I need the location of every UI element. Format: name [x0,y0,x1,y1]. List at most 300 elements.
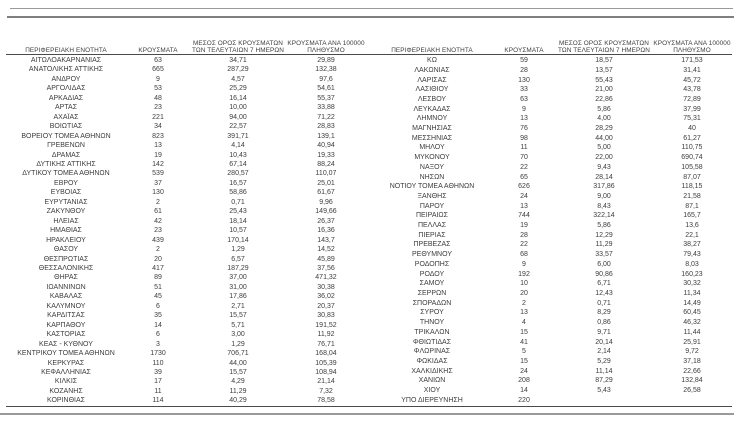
per100k-value: 143,7 [317,236,335,244]
avg7-value: 25,43 [229,208,247,216]
per100k-value: 28,83 [317,123,335,131]
per100k-value: 21,14 [317,378,335,386]
per100k-value: 55,37 [317,94,335,102]
table-row [5,169,365,178]
region-name: ΠΕΛΛΑΣ [417,222,447,230]
column-header-cases: ΚΡΟΥΣΜΑΤΑ [504,46,544,54]
per100k-value: 168,04 [315,350,337,358]
per100k-value: 60,45 [683,309,701,317]
table-row [5,387,365,396]
per100k-value: 14,52 [317,246,335,254]
cases-value: 130 [518,76,530,84]
avg7-value: 44,00 [595,134,613,142]
table-row [371,376,731,386]
table-row [371,308,731,318]
cases-value: 6 [156,331,160,339]
cases-value: 2 [522,299,526,307]
region-name: ΔΥΤΙΚΗΣ ΑΤΤΙΚΗΣ [36,160,96,168]
cases-value: 22 [520,163,528,171]
region-name: ΦΩΚΙΔΑΣ [416,357,448,365]
per100k-value: 40,94 [317,142,335,150]
region-name: ΚΕΡΚΥΡΑΣ [47,359,85,367]
avg7-value: 16,57 [229,179,247,187]
cases-value: 39 [154,368,162,376]
table-row [371,328,731,338]
avg7-value: 55,43 [595,76,613,84]
avg7-value: 11,14 [595,367,613,375]
region-name: ΕΥΒΟΙΑΣ [50,189,82,197]
per100k-value: 37,56 [317,264,335,272]
header-row [5,28,365,56]
column-header-cases: ΚΡΟΥΣΜΑΤΑ [138,46,178,54]
bottom-divider-thin [6,406,732,407]
avg7-value: 11,29 [595,241,613,249]
per100k-value: 9,96 [319,198,333,206]
table-row [371,192,731,202]
region-name: ΡΟΔΟΠΗΣ [414,260,450,268]
cases-value: 15 [520,328,528,336]
cases-value: 65 [520,173,528,181]
table-row [371,172,731,182]
region-name: ΑΝΑΤΟΛΙΚΗΣ ΑΤΤΙΚΗΣ [28,66,104,74]
cases-value: 10 [520,280,528,288]
avg7-value: 9,00 [597,192,611,200]
region-name: ΛΑΚΩΝΙΑΣ [414,66,450,74]
regional-cases-table-right [371,28,731,406]
table-row [5,264,365,273]
table-row [5,75,365,84]
table-row [371,357,731,367]
per100k-value: 30,38 [317,283,335,291]
per100k-value: 30,83 [317,312,335,320]
table-row [5,330,365,339]
region-name: ΑΡΤΑΣ [54,104,78,112]
per100k-value: 79,43 [683,251,701,259]
avg7-value: 37,00 [229,274,247,282]
region-name: ΑΙΤΩΛΟΑΚΑΡΝΑΝΙΑΣ [30,57,102,64]
table-row [5,292,365,301]
per100k-value: 11,92 [317,331,335,339]
avg7-value [555,396,653,406]
avg7-value: 2,71 [231,302,245,310]
per100k-value: 690,74 [681,154,703,162]
per100k-value: 132,84 [681,377,703,385]
per100k-value: 22,66 [683,367,701,375]
region-name: ΡΟΔΟΥ [419,270,445,278]
table-row [371,153,731,163]
avg7-value: 28,29 [595,125,613,133]
table-row [5,226,365,235]
avg7-value: 0,71 [231,198,245,206]
avg7-value: 6,57 [231,255,245,263]
cases-value: 14 [154,321,162,329]
region-name: ΝΑΞΟΥ [419,163,445,171]
per100k-value: 37,99 [683,105,701,113]
avg7-value: 16,14 [229,94,247,102]
region-name: ΜΥΚΟΝΟΥ [414,154,450,162]
table-row [371,182,731,192]
table-row [5,56,365,65]
cases-value: 15 [520,357,528,365]
cases-value: 11 [520,144,528,152]
table-row [371,269,731,279]
cases-value: 744 [518,212,530,220]
avg7-value: 8,29 [597,309,611,317]
table-row [371,260,731,270]
cases-value: 53 [154,85,162,93]
avg7-value: 8,43 [597,202,611,210]
table-row [371,75,731,85]
avg7-value: 5,29 [597,357,611,365]
per100k-value: 78,58 [317,397,335,405]
per100k-value: 19,33 [317,151,335,159]
avg7-value: 9,43 [597,163,611,171]
avg7-value: 0,71 [597,299,611,307]
per100k-value: 108,94 [315,368,337,376]
cases-value: 13 [520,115,528,123]
cases-value: 59 [520,57,528,65]
cases-value: 208 [518,377,530,385]
avg7-value: 1,29 [231,340,245,348]
region-name: ΛΑΣΙΘΙΟΥ [415,86,449,94]
per100k-value: 110,75 [681,144,703,152]
per100k-value: 13,6 [685,222,699,230]
cases-value: 220 [518,396,530,404]
per100k-value: 7,32 [319,387,333,395]
per100k-value: 33,88 [317,104,335,112]
cases-value: 45 [154,293,162,301]
cases-value: 89 [154,274,162,282]
table-row [5,94,365,103]
per100k-value: 25,01 [317,179,335,187]
table-row [5,141,365,150]
region-name: ΤΡΙΚΑΛΩΝ [414,328,450,336]
avg7-value: 22,86 [595,95,613,103]
region-name: ΧΑΝΙΩΝ [418,377,446,385]
cases-value: 41 [520,338,528,346]
table-header-left [5,28,365,56]
cases-value: 9 [522,260,526,268]
per100k-value: 37,18 [683,357,701,365]
table-row [5,377,365,386]
table-row [371,114,731,124]
region-name: ΡΕΘΥΜΝΟΥ [411,251,452,259]
per100k-value: 54,61 [317,85,335,93]
cases-value: 22 [520,241,528,249]
table-row [371,367,731,377]
column-header-per-100k: ΚΡΟΥΣΜΑΤΑ ΑΝΑ 100000 ΠΛΗΘΥΣΜΟ [653,39,731,54]
per100k-value: 171,53 [681,57,703,65]
per100k-value: 14,49 [683,299,701,307]
region-name: ΚΕΑΣ - ΚΥΘΝΟΥ [39,340,93,348]
region-name: ΘΑΣΟΥ [53,246,79,254]
avg7-value: 10,43 [229,151,247,159]
table-row [371,105,731,115]
cases-value: 192 [518,270,530,278]
table-row [5,65,365,74]
avg7-value: 5,43 [597,387,611,395]
avg7-value: 18,57 [595,57,613,65]
cases-value: 98 [520,134,528,142]
avg7-value: 5,00 [597,144,611,152]
cases-value: 2 [156,198,160,206]
region-name: ΝΟΤΙΟΥ ΤΟΜΕΑ ΑΘΗΝΩΝ [389,183,475,191]
avg7-value: 31,00 [229,283,247,291]
region-name: ΒΟΙΩΤΙΑΣ [49,123,83,131]
table-row [5,160,365,169]
region-name: ΚΑΣΤΟΡΙΑΣ [46,331,86,339]
avg7-value: 322,14 [593,212,615,220]
avg7-value: 10,00 [229,104,247,112]
table-row [5,151,365,160]
avg7-value: 6,71 [597,280,611,288]
table-row [371,318,731,328]
table-row [5,179,365,188]
per100k-value: 165,7 [683,212,701,220]
per100k-value: 36,02 [317,293,335,301]
table-row [371,386,731,396]
avg7-value: 5,86 [597,222,611,230]
per100k-value: 20,37 [317,302,335,310]
avg7-value: 22,57 [229,123,247,131]
table-row [371,95,731,105]
avg7-value: 25,29 [229,85,247,93]
per100k-value: 26,37 [317,217,335,225]
region-name: ΑΧΑΪΑΣ [53,113,79,121]
tables-container [5,28,731,406]
table-row [5,368,365,377]
cases-value: 51 [154,283,162,291]
region-name: ΛΗΜΝΟΥ [416,115,448,123]
avg7-value: 5,71 [231,321,245,329]
table-row [5,207,365,216]
cases-value: 24 [520,192,528,200]
per100k-value: 45,72 [683,76,701,84]
cases-value: 11 [154,387,162,395]
cases-value: 1730 [150,350,166,358]
avg7-value: 317,86 [593,183,615,191]
table-row [5,302,365,311]
cases-value: 221 [152,113,164,121]
avg7-value: 280,57 [227,170,249,178]
avg7-value: 4,14 [231,142,245,150]
avg7-value: 12,29 [595,231,613,239]
per100k-value: 132,38 [315,66,337,74]
per100k-value: 75,31 [683,115,701,123]
cases-value: 626 [518,183,530,191]
avg7-value: 4,00 [597,115,611,123]
regional-cases-table-left [5,28,365,406]
cases-value: 9 [156,75,160,83]
table-row [371,202,731,212]
region-name: ΛΑΡΙΣΑΣ [417,76,447,84]
table-row [371,279,731,289]
cases-value: 417 [152,264,164,272]
cases-value: 63 [520,95,528,103]
per100k-value: 88,24 [317,160,335,168]
region-name: ΧΙΟΥ [423,387,441,395]
table-row [371,124,731,134]
per100k-value: 26,58 [683,387,701,395]
region-name: ΘΗΡΑΣ [54,274,78,282]
region-name: ΣΥΡΟΥ [420,309,444,317]
avg7-value: 9,71 [597,328,611,336]
table-row [371,289,731,299]
region-name: ΘΕΣΣΑΛΟΝΙΚΗΣ [38,264,94,272]
cases-value: 19 [154,151,162,159]
table-row [5,188,365,197]
per100k-value: 71,22 [317,113,335,121]
table-row [5,349,365,358]
region-name: ΑΡΓΟΛΙΔΑΣ [46,85,86,93]
per100k-value: 22,1 [685,231,699,239]
per100k-value: 25,91 [683,338,701,346]
table-row [371,66,731,76]
cases-value: 17 [154,378,162,386]
region-name: ΚΙΛΚΙΣ [54,378,78,386]
cases-value: 63 [154,57,162,64]
region-name: ΦΛΩΡΙΝΑΣ [413,348,451,356]
table-row [5,132,365,141]
per100k-value: 110,07 [315,170,337,178]
cases-value: 110 [152,359,164,367]
region-name: ΑΝΔΡΟΥ [51,75,81,83]
per100k-value: 29,89 [317,57,335,64]
table-row [5,245,365,254]
avg7-value: 18,14 [229,217,247,225]
per100k-value: 118,15 [681,183,703,191]
cases-value: 14 [520,387,528,395]
avg7-value: 15,57 [229,312,247,320]
table-row [5,198,365,207]
per100k-value: 40 [688,125,696,133]
cases-value: 23 [154,104,162,112]
table-row [5,84,365,93]
avg7-value: 67,14 [229,160,247,168]
table-row [371,337,731,347]
region-name: ΥΠΟ ΔΙΕΡΕΥΝΗΣΗ [401,396,463,404]
top-divider-thick [7,16,734,18]
cases-value: 68 [520,251,528,259]
table-body-right [371,56,731,406]
header-row [371,28,731,56]
table-row [371,56,731,66]
table-row [5,255,365,264]
table-row [371,134,731,144]
region-name: ΠΕΙΡΑΙΩΣ [416,212,448,220]
table-row [371,240,731,250]
cases-value: 3 [156,340,160,348]
table-row [5,103,365,112]
avg7-value: 87,29 [595,377,613,385]
per100k-value: 191,52 [315,321,337,329]
cases-value: 2 [156,246,160,254]
avg7-value: 15,57 [229,368,247,376]
region-name: ΛΕΥΚΑΔΑΣ [413,105,451,113]
cases-value: 665 [152,66,164,74]
table-row [5,359,365,368]
region-name: ΞΑΝΘΗΣ [417,192,447,200]
cases-value: 34 [154,123,162,131]
region-name: ΝΗΣΩΝ [419,173,445,181]
cases-value: 37 [154,179,162,187]
table-row [371,250,731,260]
column-header-per-100k: ΚΡΟΥΣΜΑΤΑ ΑΝΑ 100000 ΠΛΗΘΥΣΜΟ [287,39,365,54]
region-name: ΚΑΒΑΛΑΣ [49,293,83,301]
region-name: ΚΕΝΤΡΙΚΟΥ ΤΟΜΕΑ ΑΘΗΝΩΝ [17,350,115,358]
cases-value: 35 [154,312,162,320]
region-name: ΓΡΕΒΕΝΩΝ [47,142,85,150]
table-row [371,163,731,173]
cases-value: 13 [520,202,528,210]
cases-value: 48 [154,94,162,102]
region-name: ΣΕΡΡΩΝ [417,290,447,297]
per100k-value: 72,89 [683,95,701,103]
region-name: ΠΙΕΡΙΑΣ [418,231,446,239]
per100k-value: 11,44 [683,328,701,336]
region-name: ΕΥΡΥΤΑΝΙΑΣ [44,198,88,206]
region-name: ΠΡΕΒΕΖΑΣ [413,241,451,249]
per100k-value [653,396,731,406]
avg7-value: 0,86 [597,319,611,327]
region-name: ΛΕΣΒΟΥ [417,95,447,103]
column-header-region: ΠΕΡΙΦΕΡΕΙΑΚΗ ΕΝΟΤΗΤΑ [391,46,473,54]
avg7-value: 94,00 [229,113,247,121]
table-row [371,221,731,231]
avg7-value: 10,57 [229,227,247,235]
cases-value: 6 [156,302,160,310]
cases-value: 4 [522,319,526,327]
cases-value: 70 [520,154,528,162]
avg7-value: 391,71 [227,132,249,140]
per100k-value: 46,32 [683,319,701,327]
header-underline [6,54,732,55]
table-row [5,321,365,330]
table-row [5,273,365,282]
table-row [371,231,731,241]
table-row [5,340,365,349]
region-name: ΚΟΖΑΝΗΣ [49,387,83,395]
avg7-value: 12,43 [595,290,613,297]
cases-value: 61 [154,208,162,216]
cases-value: 28 [520,231,528,239]
avg7-value: 706,71 [227,350,249,358]
table-header-right [371,28,731,56]
per100k-value: 160,23 [681,270,703,278]
table-row [371,347,731,357]
region-name: ΜΗΛΟΥ [419,144,445,152]
avg7-value: 44,00 [229,359,247,367]
cases-value: 439 [152,236,164,244]
region-name: ΔΥΤΙΚΟΥ ΤΟΜΕΑ ΑΘΗΝΩΝ [22,170,110,178]
avg7-value: 3,00 [231,331,245,339]
avg7-value: 40,29 [229,397,247,405]
table-row [5,283,365,292]
column-header-7day-average: ΜΕΣΟΣ ΟΡΟΣ ΚΡΟΥΣΜΑΤΩΝ ΤΩΝ ΤΕΛΕΥΤΑΙΩΝ 7 ΗΜΕΡΩΝ [192,39,284,54]
per100k-value: 9,72 [685,348,699,356]
cases-value: 20 [520,290,528,297]
region-name: ΚΑΡΠΑΘΟΥ [46,321,86,329]
table-row [371,299,731,309]
table-row [371,211,731,221]
avg7-value: 11,29 [229,387,247,395]
avg7-value: 287,29 [227,66,249,74]
avg7-value: 22,00 [595,154,613,162]
region-name: ΒΟΡΕΙΟΥ ΤΟΜΕΑ ΑΘΗΝΩΝ [21,132,111,140]
column-header-region: ΠΕΡΙΦΕΡΕΙΑΚΗ ΕΝΟΤΗΤΑ [25,46,107,54]
avg7-value: 187,29 [227,264,249,272]
region-name: ΗΛΕΙΑΣ [53,217,79,225]
